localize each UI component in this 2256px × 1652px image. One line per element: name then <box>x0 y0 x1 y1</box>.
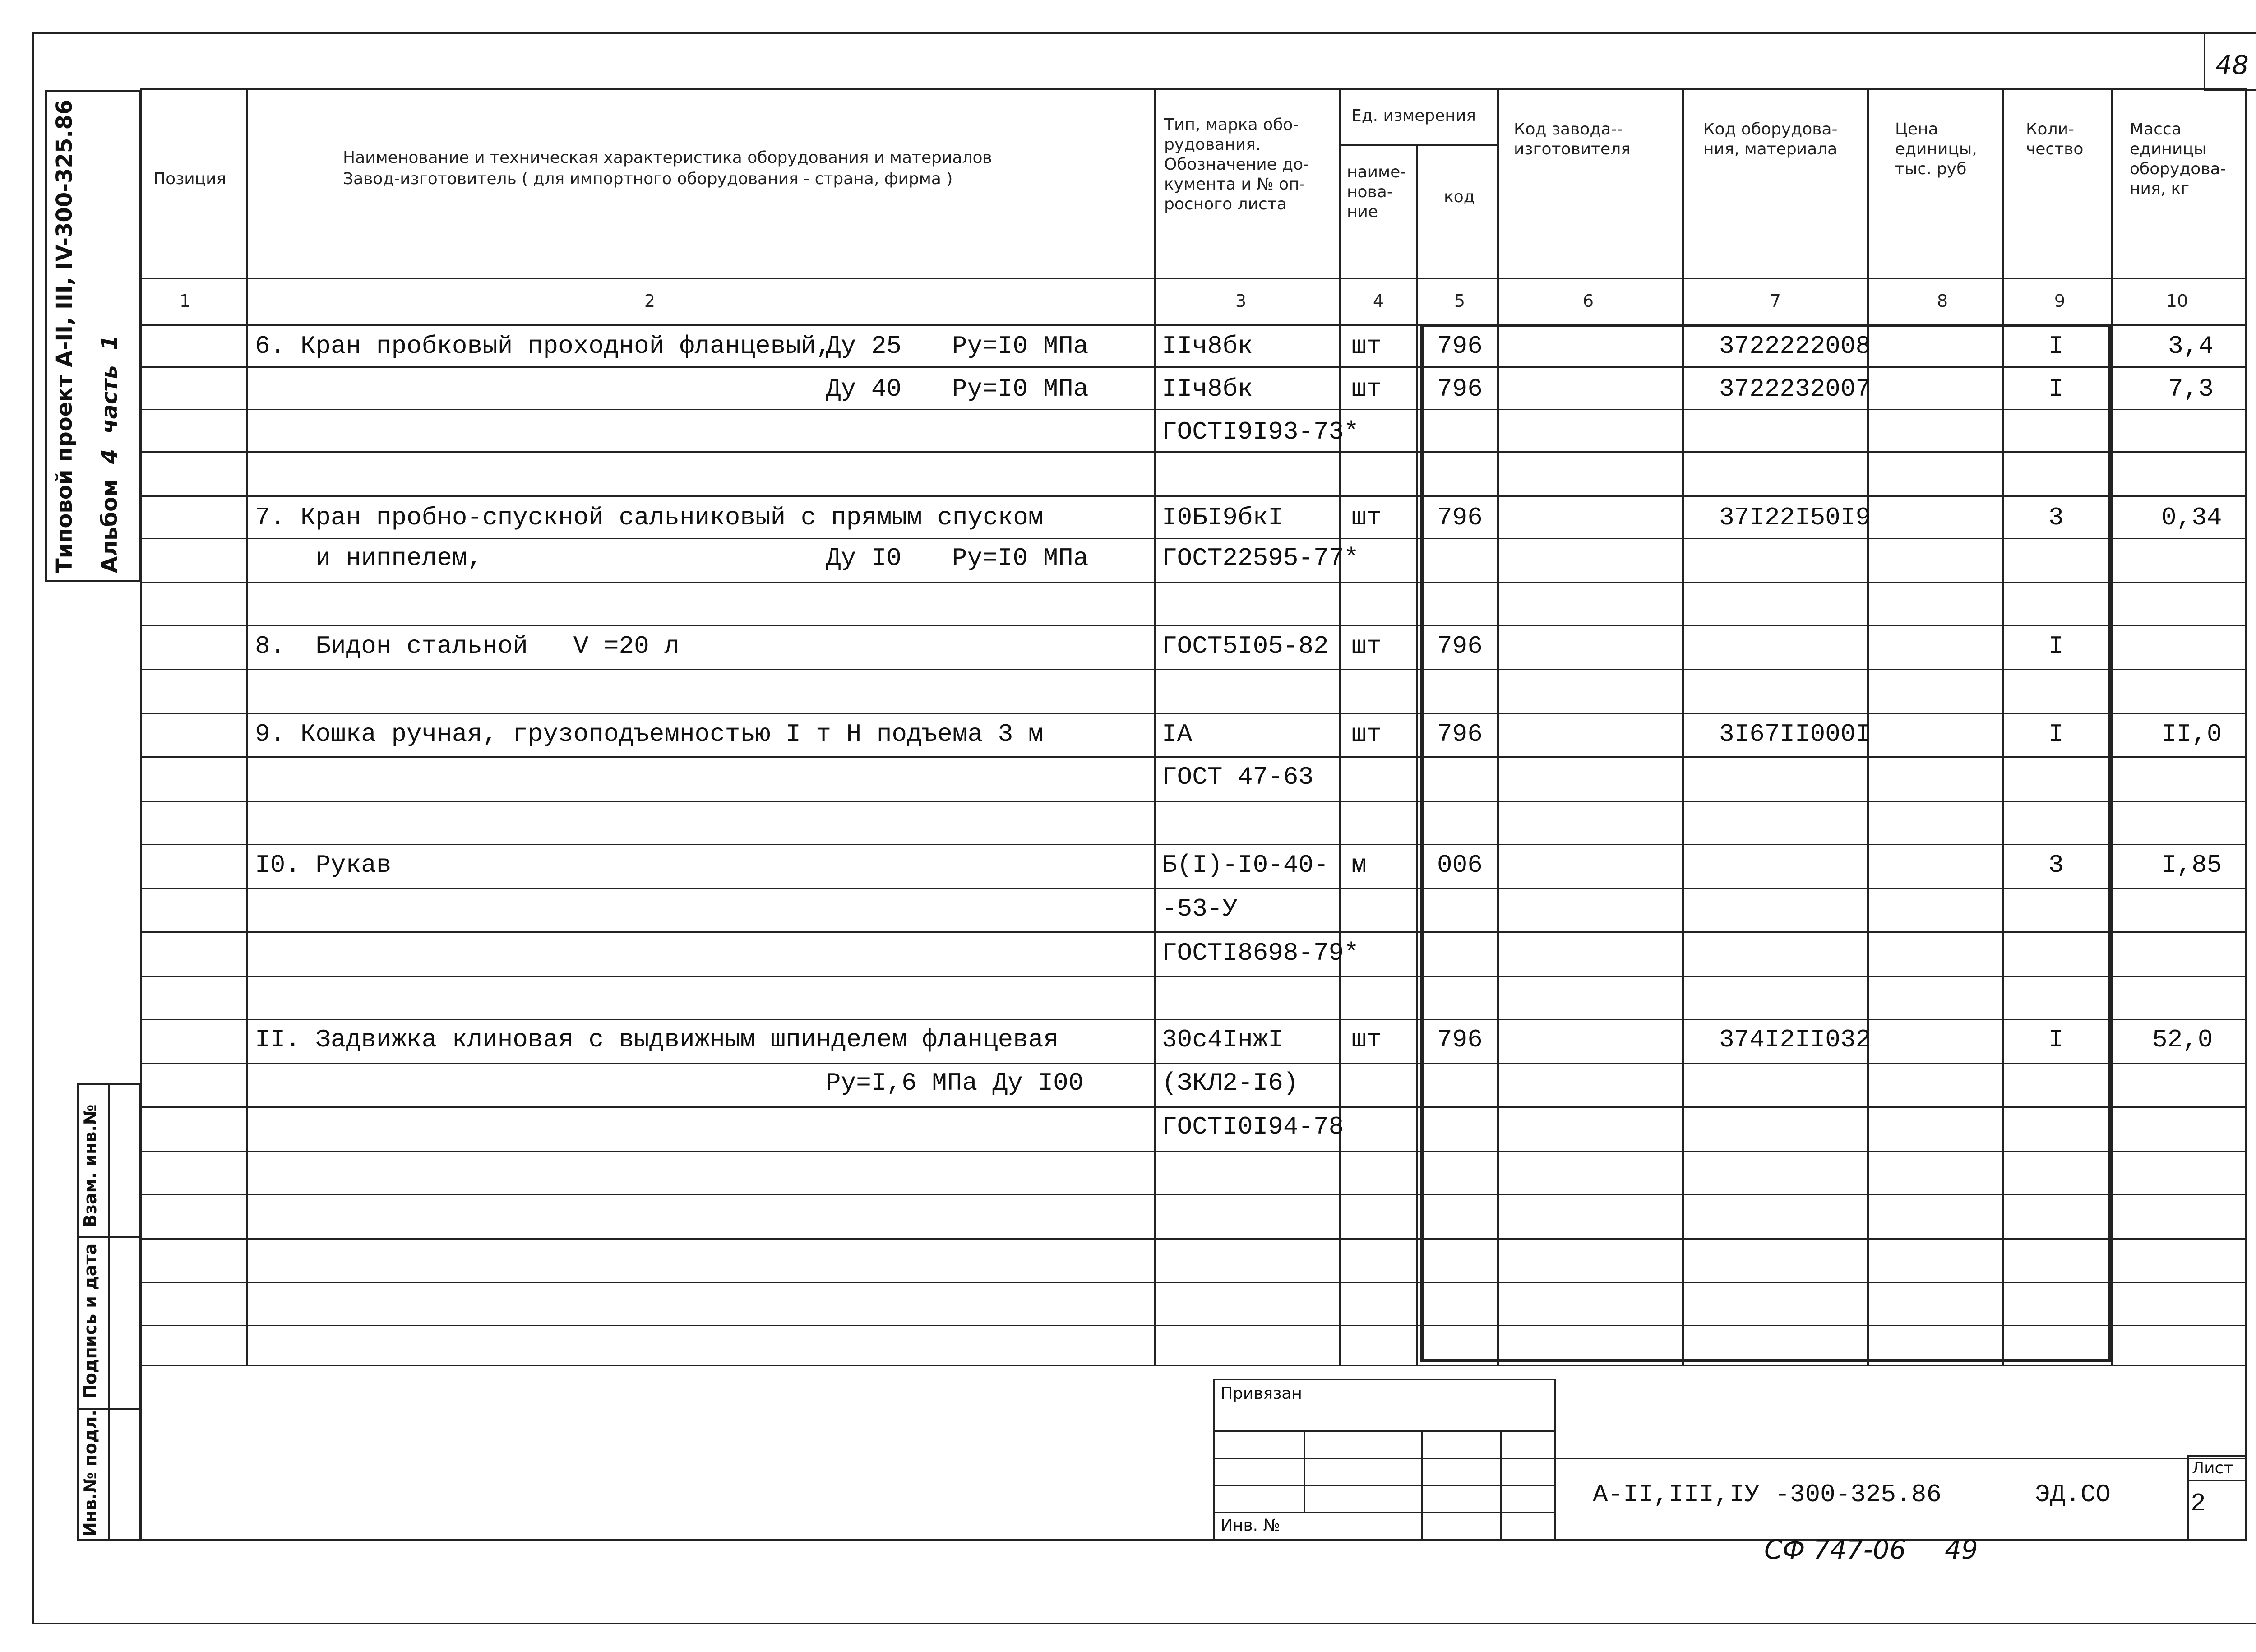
row-line <box>140 625 2247 626</box>
row-type: ГОСТI9I93-73* <box>1162 417 1359 446</box>
row-type: 30с4IнжI <box>1162 1025 1283 1054</box>
row-type: -53-У <box>1162 894 1238 923</box>
header-name-line2: Завод-изготовитель ( для импортного оборудования - страна, фирма ) <box>343 170 953 188</box>
side-project-label: Типовой проект А-II, III, IV-300-325.86 <box>52 99 77 573</box>
row-line <box>140 582 2247 583</box>
row-name: I0. Рукав <box>255 851 392 879</box>
privyazan-line <box>1213 1485 1556 1486</box>
row-qty: I <box>2048 720 2064 749</box>
row-mass: I,85 <box>2161 851 2222 879</box>
row-line <box>140 1106 2247 1108</box>
row-type: I0БI9бкI <box>1162 503 1283 532</box>
privyazan-line <box>1213 1512 1556 1513</box>
row-type: (ЗКЛ2-I6) <box>1162 1069 1299 1097</box>
col-number: 8 <box>1937 291 1948 311</box>
row-name-pressure: Ру=I0 МПа <box>952 375 1089 403</box>
col-number: 5 <box>1454 291 1465 311</box>
thick-frame <box>1420 324 2112 1362</box>
row-type: IIч8бк <box>1162 375 1253 403</box>
sheet-box-line <box>2187 1480 2247 1481</box>
row-type: IIч8бк <box>1162 332 1253 361</box>
privyazan-col <box>1304 1430 1305 1512</box>
row-unit-code: 796 <box>1437 632 1483 661</box>
col-line <box>246 88 248 1365</box>
row-line <box>140 1365 2247 1366</box>
row-unit-code: 796 <box>1437 1025 1483 1054</box>
row-line <box>140 976 2247 977</box>
row-type: ГОСТI8698-79* <box>1162 939 1359 967</box>
row-unit-code: 796 <box>1437 332 1483 361</box>
row-line <box>140 669 2247 670</box>
row-unit: шт <box>1351 332 1382 361</box>
footer-page: 49 <box>1945 1534 1978 1565</box>
doc-block-top <box>1556 1458 2247 1459</box>
row-name: 8. Бидон стальной V =20 л <box>255 632 680 661</box>
header-equip-code: Код оборудова-ния, материала <box>1703 120 1838 158</box>
row-name: II. Задвижка клиновая с выдвижным шпинделем фланцевая <box>255 1025 1059 1054</box>
row-mass: 3,4 <box>2168 332 2214 361</box>
row-unit: шт <box>1351 375 1382 403</box>
row-unit-code: 796 <box>1437 503 1483 532</box>
row-unit: шт <box>1351 720 1382 749</box>
col-line <box>1416 144 1418 1365</box>
doc-suffix: ЭД.СО <box>2035 1480 2111 1509</box>
header-name-line1: Наименование и техническая характеристика оборудования и материалов <box>343 148 992 167</box>
row-name-du: Ду 40 <box>826 375 902 403</box>
col-number: 4 <box>1373 291 1384 311</box>
row-name: 6. Кран пробковый проходной фланцевый, <box>255 332 832 361</box>
row-line <box>140 801 2247 802</box>
row-line <box>140 366 2247 368</box>
row-qty: 3 <box>2048 503 2064 532</box>
row-type: ГОСТI0I94-78 <box>1162 1112 1344 1141</box>
header-unit-group: Ед. измерения <box>1351 106 1476 125</box>
col-number: 3 <box>1235 291 1247 311</box>
row-unit: шт <box>1351 1025 1382 1054</box>
header-mass: Масса единицы оборудова-ния, кг <box>2130 120 2226 198</box>
col-number: 2 <box>644 291 656 311</box>
row-type: IA <box>1162 720 1193 749</box>
unit-group-line <box>1339 144 1497 146</box>
row-line <box>140 1282 2247 1283</box>
row-name-pressure: Ру=I0 МПа <box>952 332 1089 361</box>
row-type: ГОСТ5I05-82 <box>1162 632 1329 661</box>
header-maker-code: Код завода--изготовителя <box>1514 120 1631 158</box>
row-equip-code: 37I22I50I9 <box>1719 503 1871 532</box>
row-mass: 0,34 <box>2161 503 2222 532</box>
row-equip-code: 3722232007 <box>1719 375 1871 403</box>
row-line <box>140 756 2247 758</box>
row-unit: шт <box>1351 503 1382 532</box>
row-line <box>140 1063 2247 1064</box>
side-stamp-inv-orig: Инв.№ подл. <box>80 1410 100 1536</box>
row-line <box>140 931 2247 933</box>
row-name-du: Ру=I,6 МПа Ду I00 <box>826 1069 1084 1097</box>
row-mass: II,0 <box>2161 720 2222 749</box>
row-line <box>140 451 2247 453</box>
row-unit-code: 796 <box>1437 375 1483 403</box>
privyazan-line <box>1213 1458 1556 1459</box>
privyazan-line <box>1213 1430 1556 1432</box>
col-number: 7 <box>1770 291 1781 311</box>
side-stamp-sign-date: Подпись и дата <box>80 1243 100 1399</box>
header-qty: Коли-чество <box>2026 120 2084 158</box>
row-line <box>140 495 2247 497</box>
row-name-pressure: Ру=I0 МПа <box>952 544 1089 573</box>
side-stamp-replace: Взам. инв.№ <box>80 1104 100 1227</box>
row-qty: I <box>2048 1025 2064 1054</box>
row-unit-code: 006 <box>1437 851 1483 879</box>
row-equip-code: 374I2II032 <box>1719 1025 1871 1054</box>
row-unit-code: 796 <box>1437 720 1483 749</box>
row-line <box>140 538 2247 539</box>
privyazan-col <box>1500 1430 1502 1541</box>
row-line <box>140 1325 2247 1326</box>
row-line <box>140 1019 2247 1020</box>
col-line <box>1154 88 1156 1365</box>
row-qty: I <box>2048 375 2064 403</box>
col-number: 10 <box>2166 291 2188 311</box>
row-line <box>140 1238 2247 1240</box>
row-equip-code: 3I67II000I <box>1719 720 1871 749</box>
row-line <box>140 1194 2247 1195</box>
side-album-label: Альбом 4 часть 1 <box>97 335 122 573</box>
col-number: 9 <box>2054 291 2066 311</box>
row-type: ГОСТ22595-77* <box>1162 544 1359 573</box>
row-name: 7. Кран пробно-спускной сальниковый с прямым спуском <box>255 503 1044 532</box>
row-line <box>140 409 2247 410</box>
col-line <box>1339 88 1341 1365</box>
row-line <box>140 713 2247 714</box>
colnum-bottom-line <box>140 324 2247 326</box>
row-unit: м <box>1351 851 1367 879</box>
header-unit-name: наиме-нова-ние <box>1347 163 1406 221</box>
row-type: Б(I)-I0-40- <box>1162 851 1329 879</box>
row-equip-code: 3722222008 <box>1719 332 1871 361</box>
doc-code: А-II,III,IУ -300-325.86 <box>1593 1480 1942 1509</box>
row-qty: I <box>2048 632 2064 661</box>
row-unit: шт <box>1351 632 1382 661</box>
corner-sheet-number: 48 <box>2215 50 2249 80</box>
col-number: 6 <box>1582 291 1594 311</box>
sheet-number: 2 <box>2191 1489 2206 1518</box>
row-name-du: Ду I0 <box>826 544 902 573</box>
row-mass: 52,0 <box>2152 1025 2213 1054</box>
header-bottom-line <box>140 278 2247 279</box>
footer-note: СФ 747-06 <box>1764 1534 1906 1565</box>
privyazan-col <box>1421 1430 1423 1541</box>
row-qty: 3 <box>2048 851 2064 879</box>
row-line <box>140 1151 2247 1152</box>
inv-no-label: Инв. № <box>1220 1516 1281 1535</box>
privyazan-label: Привязан <box>1220 1384 1302 1403</box>
row-type: ГОСТ 47-63 <box>1162 763 1314 791</box>
sheet-label: Лист <box>2192 1459 2233 1477</box>
row-line <box>140 888 2247 889</box>
row-qty: I <box>2048 332 2064 361</box>
header-unit-code: код <box>1444 188 1475 206</box>
header-price: Цена единицы, тыс. руб <box>1895 120 1977 178</box>
row-name: и ниппелем, <box>255 544 483 573</box>
header-position: Позиция <box>153 170 227 188</box>
row-name: 9. Кошка ручная, грузоподъемностью I т Н подъема 3 м <box>255 720 1044 749</box>
side-stamp-divider <box>108 1083 110 1541</box>
row-mass: 7,3 <box>2168 375 2214 403</box>
row-name-du: Ду 25 <box>826 332 902 361</box>
header-type: Тип, марка обо-рудования. Обозначение до-кумента и № оп-росного листа <box>1164 116 1309 213</box>
col-number: 1 <box>179 291 191 311</box>
row-line <box>140 844 2247 845</box>
